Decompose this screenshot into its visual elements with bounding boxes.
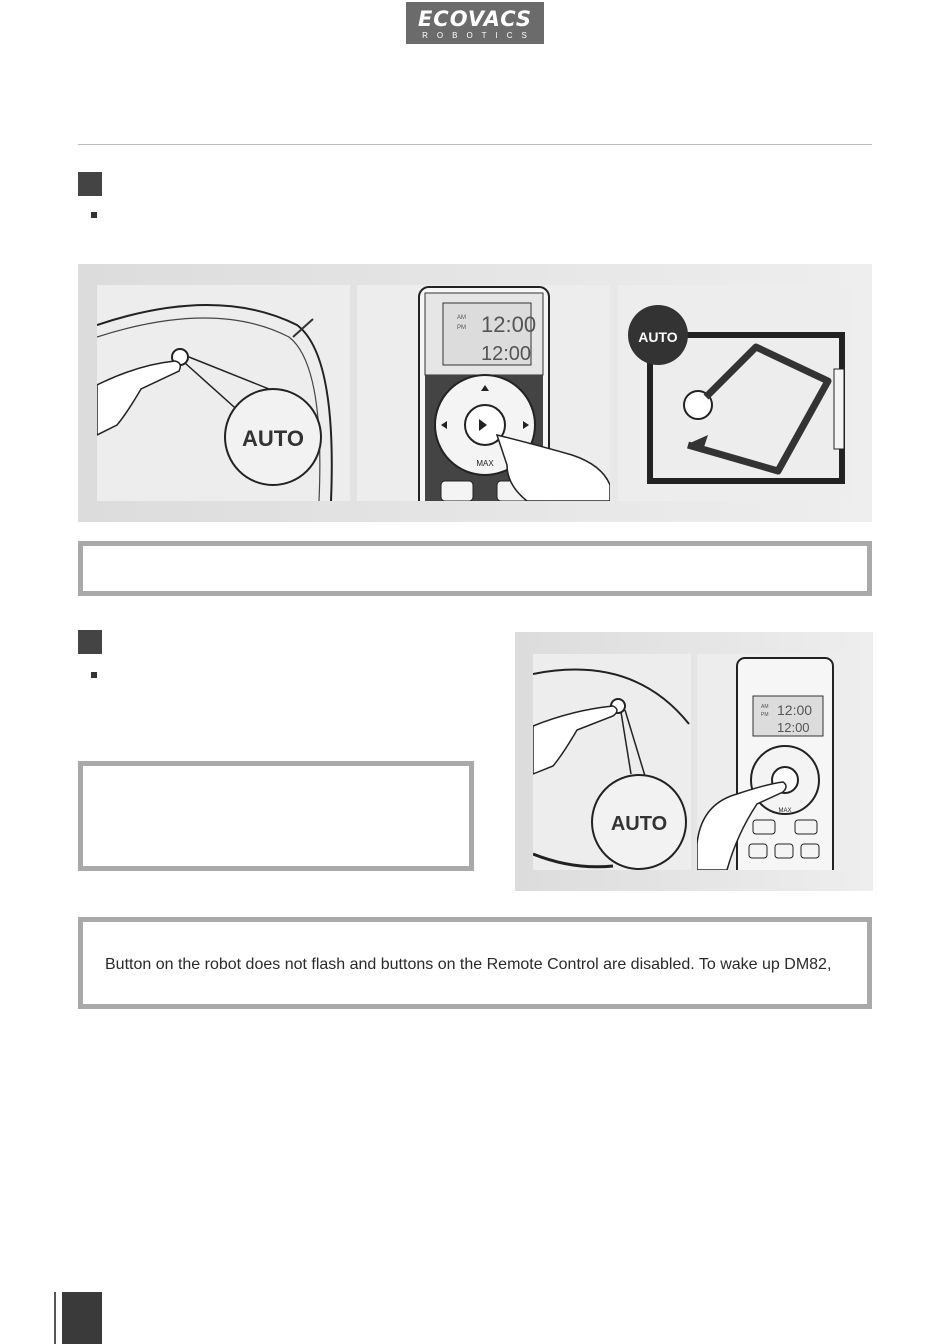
auto-cleaning-path-illustration xyxy=(618,285,852,501)
robot-press-svg-2 xyxy=(533,654,691,870)
remote-time-2: 12:00 xyxy=(481,343,532,365)
step-1-marker xyxy=(78,172,102,196)
step-2-marker xyxy=(78,630,102,654)
sleep-mode-note: Button on the robot does not flash and buttons on the Remote Control are disabled. To wake up DM82, xyxy=(105,956,832,973)
remote-time-1: 12:00 xyxy=(481,312,537,337)
remote-svg-2 xyxy=(697,654,855,870)
remote-am-2: AM xyxy=(761,704,769,710)
step-2-bullet xyxy=(91,672,97,678)
note-box-1 xyxy=(78,541,872,596)
auto-label-1: AUTO xyxy=(242,426,304,451)
remote-time-3: 12:00 xyxy=(777,702,813,718)
robot-pause-illustration xyxy=(533,654,691,870)
max-label-2: MAX xyxy=(778,808,792,814)
remote-am-1: AM xyxy=(457,315,466,321)
max-label-1: MAX xyxy=(476,459,494,468)
logo-brand: ECOVACS xyxy=(417,7,533,31)
pause-illustration-panel xyxy=(515,632,873,891)
auto-label-2: AUTO xyxy=(610,813,668,835)
remote-svg-1 xyxy=(357,285,610,501)
remote-time-4: 12:00 xyxy=(777,720,810,735)
robot-auto-button-illustration xyxy=(97,285,350,501)
note-box-2 xyxy=(78,761,474,871)
page-margin-line xyxy=(54,1292,56,1344)
robot-press-svg xyxy=(97,285,350,501)
auto-label-3: AUTO xyxy=(638,329,678,345)
header-divider xyxy=(78,144,872,145)
remote-pm-1: PM xyxy=(457,325,466,331)
remote-pm-2: PM xyxy=(761,712,769,718)
cleaning-path-svg xyxy=(618,285,852,501)
auto-mode-illustration-panel xyxy=(78,264,872,522)
logo-sub: ROBOTICS xyxy=(422,31,536,40)
page-number-block xyxy=(62,1292,102,1344)
ecovacs-logo xyxy=(406,2,544,44)
note-box-3 xyxy=(78,917,872,1009)
remote-control-illustration xyxy=(357,285,610,501)
remote-pause-illustration xyxy=(697,654,855,870)
step-1-bullet xyxy=(91,212,97,218)
